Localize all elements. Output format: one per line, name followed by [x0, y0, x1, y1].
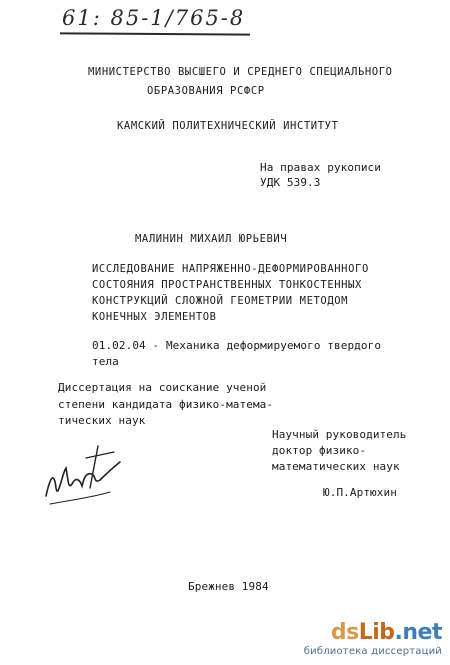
title-line-1: ИССЛЕДОВАНИЕ НАПРЯЖЕННО-ДЕФОРМИРОВАННОГО: [92, 263, 369, 275]
supervisor-line-1: Научный руководитель: [272, 428, 407, 441]
supervisor-line-3: математических наук: [272, 460, 400, 473]
title-line-2: СОСТОЯНИЯ ПРОСТРАНСТВЕННЫХ ТОНКОСТЕННЫХ: [92, 279, 362, 291]
ministry-line-2: ОБРАЗОВАНИЯ РСФСР: [147, 85, 265, 97]
handwritten-archive-code: 61: 85-1/765-8: [62, 6, 246, 30]
dissertation-line-2: степени кандидата физико-матема-: [58, 398, 274, 411]
dslib-subtitle: библиотека диссертаций: [303, 646, 442, 657]
ministry-line-1: МИНИСТЕРСТВО ВЫСШЕГО И СРЕДНЕГО СПЕЦИАЛЬНОГО: [88, 66, 393, 78]
dslib-watermark[interactable]: [304, 622, 442, 657]
udc-code: УДК 539.3: [260, 176, 321, 189]
city-year: Брежнев 1984: [188, 580, 269, 593]
institute-name: КАМСКИЙ ПОЛИТЕХНИЧЕСКИЙ ИНСТИТУТ: [117, 120, 339, 132]
specialty-line-1: 01.02.04 - Механика деформируемого твердого: [92, 339, 382, 352]
supervisor-name: Ю.П.Артюхин: [323, 486, 397, 499]
specialty-line-2: тела: [92, 355, 119, 368]
supervisor-line-2: доктор физико-: [272, 444, 367, 457]
title-line-3: КОНСТРУКЦИЙ СЛОЖНОЙ ГЕОМЕТРИИ МЕТОДОМ: [92, 295, 349, 307]
dslib-logo: dsLib.net: [330, 620, 442, 645]
author-name: МАЛИНИН МИХАИЛ ЮРЬЕВИЧ: [135, 233, 288, 245]
manuscript-rights: На правах рукописи: [260, 161, 382, 174]
handwritten-signature: [40, 438, 130, 517]
handwritten-underline: [60, 32, 250, 35]
dissertation-line-1: Диссертация на соискание ученой: [58, 381, 267, 394]
title-line-4: КОНЕЧНЫХ ЭЛЕМЕНТОВ: [92, 311, 217, 323]
dissertation-line-3: тических наук: [58, 414, 146, 427]
